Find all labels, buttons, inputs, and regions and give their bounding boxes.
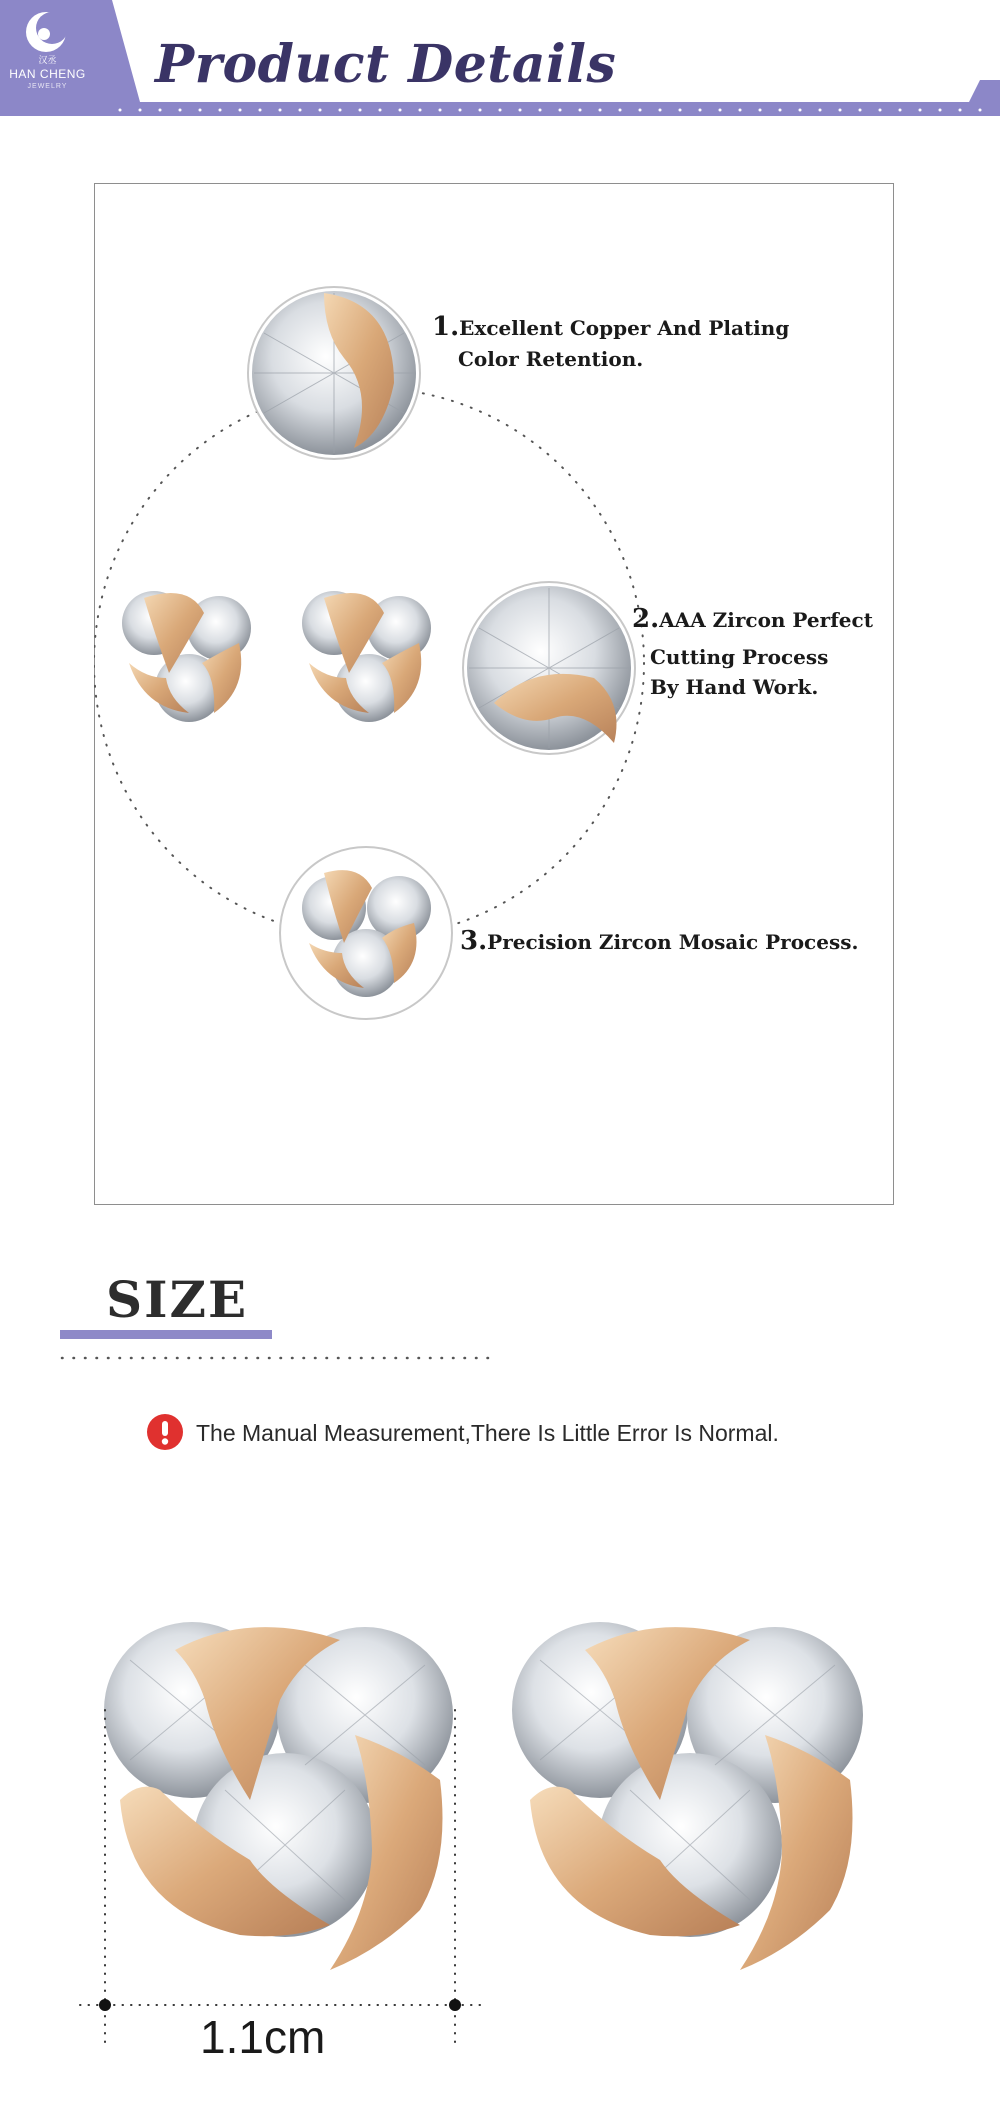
size-underline [60,1330,272,1339]
earring-preview-left [122,591,251,722]
feature-3-number: 3. [460,926,488,956]
detail-circle-2 [463,582,635,754]
exclamation-icon [146,1413,184,1451]
dimension-endpoint-right [449,1999,461,2011]
size-title: SIZE [106,1270,249,1329]
page-title: Product Details [155,34,617,95]
feature-2 [632,604,873,634]
earring-left [104,1622,453,1970]
feature-1-line-1: Excellent Copper And Plating [459,316,790,340]
feature-1-number: 1. [432,312,460,342]
logo-brand-sub: JEWELRY [27,83,68,90]
dimension-endpoint-left [99,1999,111,2011]
earring-preview-right [302,591,431,722]
feature-2-line-1: AAA Zircon Perfect [659,608,873,632]
earring-right [512,1622,863,1970]
feature-1-line-2: Color Retention. [458,347,644,371]
feature-3-line-1: Precision Zircon Mosaic Process. [487,930,859,954]
feature-2-line-3: By Hand Work. [650,675,819,699]
feature-2-number: 2. [632,604,660,634]
dimension-label: 1.1cm [200,2011,326,2063]
logo-brand-name: HAN CHENG [9,67,86,81]
size-dot-line [60,1356,490,1360]
measurement-notice: The Manual Measurement,There Is Little Error Is Normal. [196,1420,779,1446]
logo-brand-top: 汉丞 [38,55,57,65]
feature-1 [432,312,789,342]
feature-2-line-2: Cutting Process [650,645,829,669]
detail-circle-1 [248,287,420,459]
feature-3 [460,926,858,956]
product-size-illustration [0,1530,1000,2120]
detail-circle-3 [280,847,452,1019]
